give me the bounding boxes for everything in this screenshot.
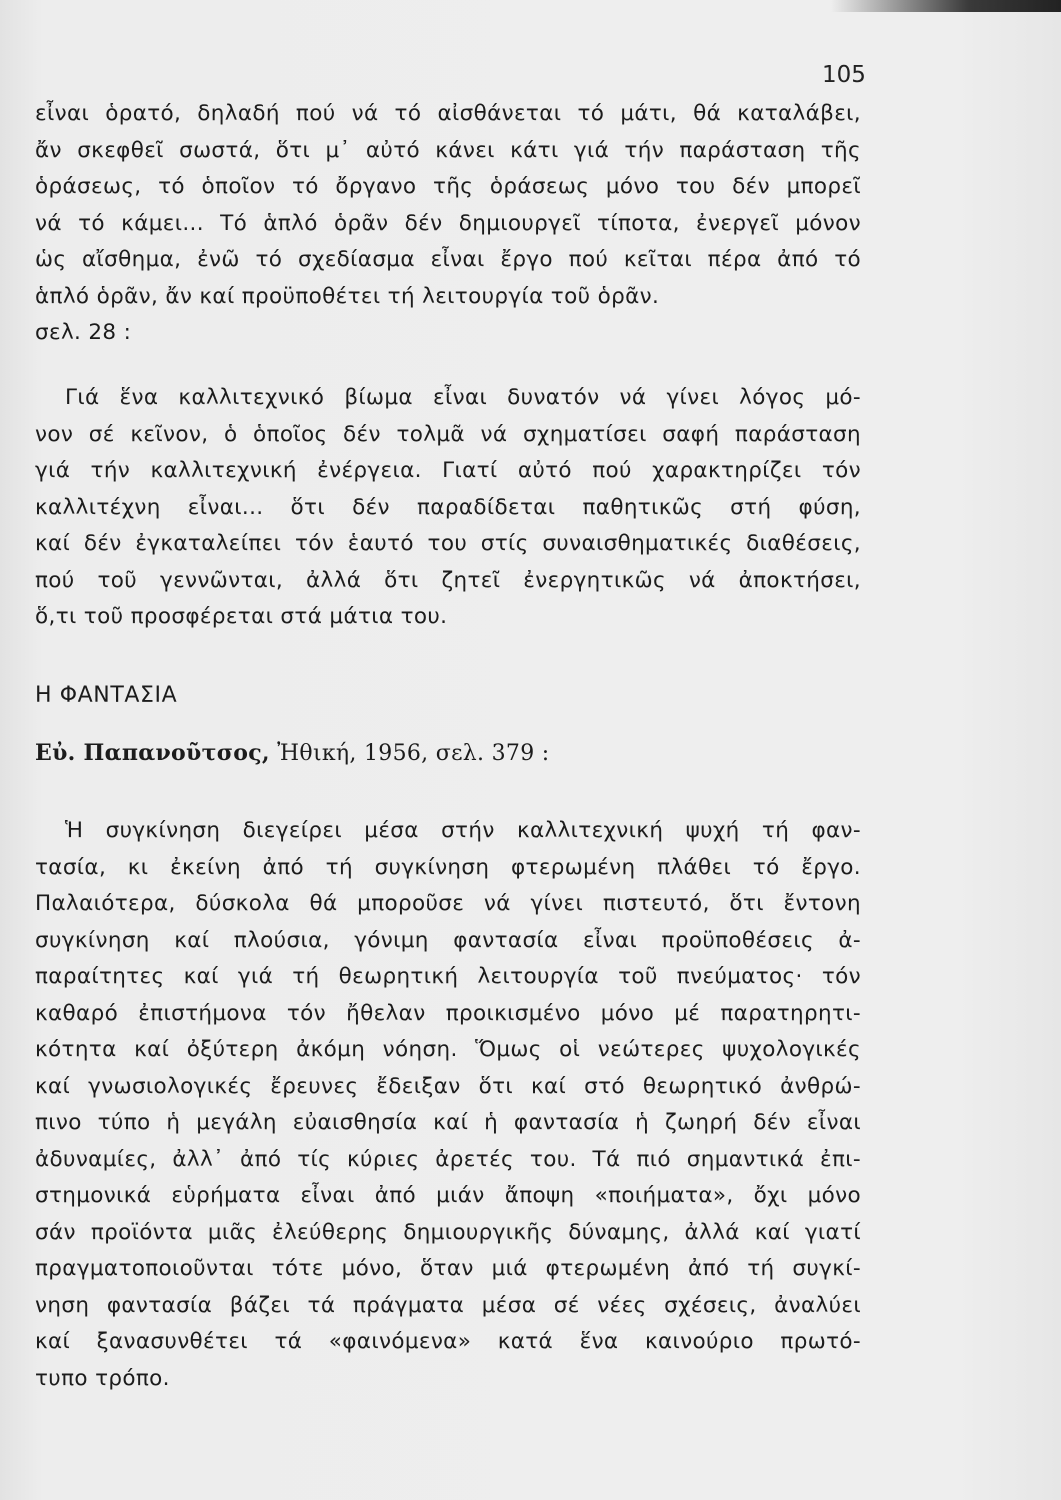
text-line: ἁπλό ὁρᾶν, ἄν καί προϋποθέτει τή λειτουργία τοῦ ὁρᾶν. [35,283,660,309]
text-line: πραγματοποιοῦνται τότε μόνο, ὅταν μιά φτερωμένη ἀπό τή συγκί- [35,1256,861,1281]
citation-source: Ἠθική, 1956, σελ. 379 : [269,741,550,766]
text-line: ἀδυναμίες, ἀλλ᾽ ἀπό τίς κύριες ἀρετές του. Τά πιό σημαντικά ἐπι- [35,1146,861,1172]
text-line: καί δέν ἐγκαταλείπει τόν ἑαυτό του στίς συναισθηματικές διαθέσεις, [35,531,861,556]
text-line: παραίτητες καί γιά τή θεωρητική λειτουργία τοῦ πνεύματος· τόν [35,964,861,989]
text-line: νά τό κάμει... Τό ἁπλό ὁρᾶν δέν δημιουργεῖ τίποτα, ἐνεργεῖ μόνον [35,210,861,236]
quote-paragraph-fantasia [35,813,861,1397]
text-line: σάν προϊόντα μιᾶς ἐλεύθερης δημιουργικῆς δύναμης, ἀλλά καί γιατί [35,1219,861,1245]
page-number: 105 [822,62,866,88]
text-line: καί γνωσιολογικές ἔρευνες ἔδειξαν ὅτι καί στό θεωρητικό ἀνθρώ- [35,1073,861,1099]
text-line: συγκίνηση καί πλούσια, γόνιμη φαντασία εἶναι προϋποθέσεις ἀ- [35,927,861,953]
text-line: καθαρό ἐπιστήμονα τόν ἤθελαν προικισμένο μόνο μέ παρατηρητι- [35,1000,861,1026]
scan-shadow [831,0,1061,12]
text-line: νον σέ κεῖνον, ὁ ὁποῖος δέν τολμᾶ νά σχηματίσει σαφή παράσταση [35,421,861,447]
text-line: Παλαιότερα, δύσκολα θά μποροῦσε νά γίνει πιστευτό, ὅτι ἔντονη [35,891,861,916]
text-line: ὡς αἴσθημα, ἐνῶ τό σχεδίασμα εἶναι ἔργο πού κεῖται πέρα ἀπό τό [35,247,861,272]
section-heading: Η ΦΑΝΤΑΣΙΑ [35,683,178,708]
text-line: κότητα καί ὀξύτερη ἀκόμη νόηση. Ὅμως οἱ νεώτερες ψυχολογικές [35,1037,861,1062]
text-line: Ἡ συγκίνηση διεγείρει μέσα στήν καλλιτεχνική ψυχή τή φαν- [65,818,861,843]
text-line: νηση φαντασία βάζει τά πράγματα μέσα σέ νέες σχέσεις, ἀναλύει [35,1292,861,1318]
citation-author: Εὐ. Παπανοῦτσος, [35,740,270,766]
text-line: ἄν σκεφθεῖ σωστά, ὅτι μ᾽ αὐτό κάνει κάτι γιά τήν παράσταση τῆς [35,137,861,163]
text-line: πού τοῦ γεννῶνται, ἀλλά ὅτι ζητεῖ ἐνεργητικῶς νά ἀποκτήσει, [35,567,861,593]
page-reference: σελ. 28 : [35,320,132,345]
text-line: πινο τύπο ἡ μεγάλη εὐαισθησία καί ἡ φαντασία ἡ ζωηρή δέν εἶναι [35,1110,861,1135]
text-line: τυπο τρόπο. [35,1365,170,1391]
text-line: εἶναι ὁρατό, δηλαδή πού νά τό αἰσθάνεται τό μάτι, θά καταλάβει, [35,101,861,126]
text-line: καί ξανασυνθέτει τά «φαινόμενα» κατά ἕνα καινούριο πρωτό- [35,1329,861,1354]
quote-continuation [35,96,861,352]
text-line: ὁράσεως, τό ὁποῖον τό ὄργανο τῆς ὁράσεως μόνο του δέν μπορεῖ [35,174,861,199]
text-line: ὅ,τι τοῦ προσφέρεται στά μάτια του. [35,604,448,629]
text-line: Γιά ἕνα καλλιτεχνικό βίωμα εἶναι δυνατόν νά γίνει λόγος μό- [65,385,861,410]
quote-paragraph [35,380,861,636]
text-line: γιά τήν καλλιτεχνική ἐνέργεια. Γιατί αὐτό πού χαρακτηρίζει τόν [35,458,861,483]
text-line: καλλιτέχνη εἶναι... ὅτι δέν παραδίδεται παθητικῶς στή φύση, [35,494,861,520]
text-line: στημονικά εὑρήματα εἶναι ἀπό μιάν ἄποψη «ποιήματα», ὄχι μόνο [35,1183,861,1208]
citation [35,740,550,766]
text-line: τασία, κι ἐκείνη ἀπό τή συγκίνηση φτερωμένη πλάθει τό ἔργο. [35,854,861,880]
